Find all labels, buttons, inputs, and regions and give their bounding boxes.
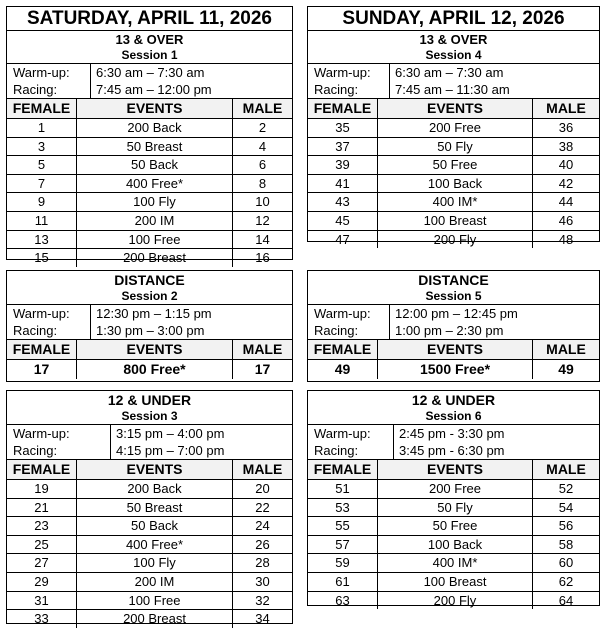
event-name: 100 Free: [77, 231, 233, 249]
male-event-number: 52: [558, 481, 574, 496]
racing-label: Racing:: [308, 322, 390, 339]
female-event-number: 35: [308, 119, 378, 137]
event-name: 100 Fly: [77, 193, 233, 211]
event-name: 50 Breast: [77, 499, 233, 517]
event-name: 50 Fly: [378, 499, 533, 517]
sunday-title: SUNDAY, APRIL 12, 2026: [307, 6, 600, 30]
session-3-group: 12 & UNDER: [107, 392, 192, 408]
events-header: EVENTS: [77, 340, 233, 359]
event-name: 200 Free: [378, 480, 533, 498]
female-event-number: 41: [308, 175, 378, 193]
table-row: [7, 212, 292, 231]
session-6-label: Session 6: [425, 409, 482, 423]
event-name: 50 Back: [77, 517, 233, 535]
male-event-number: 64: [558, 592, 574, 608]
session-2-block: [6, 270, 293, 382]
table-row: [7, 499, 292, 518]
table-row: [7, 249, 292, 267]
female-event-number: 21: [7, 499, 77, 517]
female-event-number: 29: [7, 573, 77, 591]
male-event-number: 28: [255, 555, 270, 571]
male-header: MALE: [546, 341, 586, 357]
event-name: 400 IM*: [378, 193, 533, 211]
table-row: [7, 119, 292, 138]
female-event-number: 59: [308, 554, 378, 572]
male-event-number: 36: [558, 120, 574, 135]
male-header: MALE: [242, 341, 283, 357]
event-name: 50 Back: [77, 156, 233, 174]
event-name: 50 Free: [378, 517, 533, 535]
female-event-number: 9: [7, 193, 77, 211]
events-header: EVENTS: [378, 460, 533, 479]
event-name: 200 IM: [77, 573, 233, 591]
event-name: 200 IM: [77, 212, 233, 230]
table-row: [308, 138, 599, 157]
female-event-number: 7: [7, 175, 77, 193]
table-row: [308, 119, 599, 138]
male-event-number: 8: [258, 175, 267, 191]
session-1-block: [6, 30, 293, 266]
session-4-block: [307, 30, 600, 247]
session-1-label: Session 1: [121, 48, 178, 62]
female-event-number: 63: [308, 592, 378, 610]
session-2-rows: [7, 360, 292, 379]
session-3-block: [6, 390, 293, 627]
female-event-number: 1: [7, 119, 77, 137]
saturday-column: [6, 6, 293, 627]
male-event-number: 38: [558, 138, 574, 154]
table-row: [7, 193, 292, 212]
female-event-number: 5: [7, 156, 77, 174]
session-5-timing: [308, 304, 599, 339]
table-row: [308, 480, 599, 499]
female-event-number: 11: [7, 212, 77, 230]
event-name: 50 Free: [378, 156, 533, 174]
session-1-table-header: [7, 98, 292, 119]
event-name: 1500 Free*: [378, 360, 533, 379]
male-header: MALE: [546, 100, 586, 116]
session-5-warmup: 12:00 pm – 12:45 pm: [395, 306, 518, 321]
table-row: [7, 138, 292, 157]
event-name: 100 Breast: [378, 573, 533, 591]
warmup-label: Warm-up:: [7, 425, 111, 442]
table-row: [7, 610, 292, 628]
female-header: FEMALE: [308, 340, 378, 359]
table-row: [308, 499, 599, 518]
session-2-label: Session 2: [121, 289, 178, 303]
female-event-number: 61: [308, 573, 378, 591]
male-event-number: 6: [258, 157, 267, 173]
table-row: [7, 554, 292, 573]
male-event-number: 24: [255, 518, 270, 534]
table-row: [7, 480, 292, 499]
female-event-number: 45: [308, 212, 378, 230]
saturday-title: SATURDAY, APRIL 11, 2026: [6, 6, 293, 30]
session-3-racing: 4:15 pm – 7:00 pm: [116, 443, 225, 458]
session-4-racing: 7:45 am – 11:30 am: [395, 82, 510, 97]
table-row: [7, 536, 292, 555]
session-2-group: DISTANCE: [114, 272, 185, 288]
female-event-number: 53: [308, 499, 378, 517]
session-6-rows: [308, 480, 599, 609]
male-event-number: 42: [558, 175, 574, 191]
male-event-number: 49: [558, 361, 574, 377]
female-event-number: 55: [308, 517, 378, 535]
table-row: [7, 360, 292, 379]
table-row: [7, 231, 292, 250]
table-row: [7, 175, 292, 194]
male-event-number: 62: [558, 573, 574, 589]
session-5-block: [307, 270, 600, 382]
event-name: 200 Back: [77, 119, 233, 137]
racing-label: Racing:: [308, 81, 390, 98]
session-5-table-header: [308, 339, 599, 360]
female-event-number: 17: [7, 360, 77, 379]
session-6-block: [307, 390, 600, 606]
warmup-label: Warm-up:: [308, 305, 390, 322]
racing-label: Racing:: [308, 442, 394, 459]
female-event-number: 57: [308, 536, 378, 554]
table-row: [308, 536, 599, 555]
female-header: FEMALE: [308, 460, 378, 479]
male-event-number: 58: [558, 536, 574, 552]
female-event-number: 49: [308, 360, 378, 379]
male-event-number: 10: [255, 194, 270, 210]
event-name: 800 Free*: [77, 360, 233, 379]
session-5-rows: [308, 360, 599, 379]
event-name: 200 Fly: [378, 231, 533, 249]
event-name: 100 Back: [378, 536, 533, 554]
racing-label: Racing:: [7, 442, 111, 459]
session-4-warmup: 6:30 am – 7:30 am: [395, 65, 504, 80]
male-event-number: 20: [255, 481, 270, 496]
female-event-number: 51: [308, 480, 378, 498]
event-name: 200 Breast: [77, 610, 233, 628]
male-event-number: 34: [255, 611, 270, 627]
events-header: EVENTS: [77, 99, 233, 118]
session-6-group: 12 & UNDER: [411, 392, 496, 408]
session-5-group: DISTANCE: [418, 272, 489, 288]
female-event-number: 3: [7, 138, 77, 156]
male-event-number: 4: [258, 138, 267, 154]
event-name: 400 Free*: [77, 536, 233, 554]
male-header: MALE: [546, 461, 586, 477]
session-2-warmup: 12:30 pm – 1:15 pm: [96, 306, 212, 321]
male-event-number: 54: [558, 499, 574, 515]
event-name: 100 Breast: [378, 212, 533, 230]
female-event-number: 27: [7, 554, 77, 572]
session-3-timing: [7, 424, 292, 459]
female-event-number: 13: [7, 231, 77, 249]
warmup-label: Warm-up:: [308, 64, 390, 81]
table-row: [7, 517, 292, 536]
male-event-number: 56: [558, 518, 574, 534]
table-row: [7, 156, 292, 175]
female-event-number: 15: [7, 249, 77, 267]
female-event-number: 37: [308, 138, 378, 156]
female-event-number: 31: [7, 592, 77, 610]
table-row: [308, 175, 599, 194]
event-name: 50 Fly: [378, 138, 533, 156]
event-name: 200 Back: [77, 480, 233, 498]
session-4-table-header: [308, 98, 599, 119]
session-1-timing: [7, 63, 292, 98]
event-name: 400 Free*: [77, 175, 233, 193]
table-row: [308, 231, 599, 249]
session-3-table-header: [7, 459, 292, 480]
male-event-number: 44: [558, 194, 574, 210]
session-2-racing: 1:30 pm – 3:00 pm: [96, 323, 205, 338]
events-header: EVENTS: [378, 99, 533, 118]
female-event-number: 33: [7, 610, 77, 628]
session-1-rows: [7, 119, 292, 267]
event-name: 50 Breast: [77, 138, 233, 156]
male-event-number: 46: [558, 212, 574, 228]
event-name: 200 Breast: [77, 249, 233, 267]
female-event-number: 39: [308, 156, 378, 174]
table-row: [7, 592, 292, 611]
male-header: MALE: [242, 461, 283, 477]
female-event-number: 19: [7, 480, 77, 498]
racing-label: Racing:: [7, 81, 91, 98]
session-6-timing: [308, 424, 599, 459]
warmup-label: Warm-up:: [308, 425, 394, 442]
session-5-label: Session 5: [425, 289, 482, 303]
session-1-racing: 7:45 am – 12:00 pm: [96, 82, 212, 97]
session-1-warmup: 6:30 am – 7:30 am: [96, 65, 205, 80]
male-event-number: 30: [255, 573, 270, 589]
male-event-number: 14: [255, 231, 270, 247]
male-header: MALE: [242, 100, 283, 116]
male-event-number: 16: [255, 250, 270, 266]
event-name: 200 Free: [378, 119, 533, 137]
event-name: 100 Free: [77, 592, 233, 610]
event-name: 100 Back: [378, 175, 533, 193]
male-event-number: 12: [255, 212, 270, 228]
table-row: [308, 360, 599, 379]
male-event-number: 2: [258, 120, 267, 135]
session-4-timing: [308, 63, 599, 98]
table-row: [7, 573, 292, 592]
session-6-racing: 3:45 pm - 6:30 pm: [399, 443, 505, 458]
session-2-timing: [7, 304, 292, 339]
event-name: 200 Fly: [378, 592, 533, 610]
event-name: 100 Fly: [77, 554, 233, 572]
session-4-group: 13 & OVER: [419, 32, 488, 47]
session-6-table-header: [308, 459, 599, 480]
female-header: FEMALE: [7, 340, 77, 359]
male-event-number: 22: [255, 499, 270, 515]
male-event-number: 40: [558, 157, 574, 173]
warmup-label: Warm-up:: [7, 305, 91, 322]
table-row: [308, 212, 599, 231]
table-row: [308, 573, 599, 592]
female-event-number: 47: [308, 231, 378, 249]
male-event-number: 26: [255, 536, 270, 552]
racing-label: Racing:: [7, 322, 91, 339]
session-1-group: 13 & OVER: [115, 32, 184, 47]
session-3-label: Session 3: [121, 409, 178, 423]
event-name: 400 IM*: [378, 554, 533, 572]
session-4-rows: [308, 119, 599, 248]
warmup-label: Warm-up:: [7, 64, 91, 81]
male-event-number: 17: [254, 361, 271, 377]
female-event-number: 25: [7, 536, 77, 554]
female-header: FEMALE: [7, 460, 77, 479]
male-event-number: 32: [255, 592, 270, 608]
events-header: EVENTS: [378, 340, 533, 359]
session-2-table-header: [7, 339, 292, 360]
table-row: [308, 592, 599, 610]
female-event-number: 43: [308, 193, 378, 211]
session-3-warmup: 3:15 pm – 4:00 pm: [116, 426, 225, 441]
female-header: FEMALE: [7, 99, 77, 118]
female-event-number: 23: [7, 517, 77, 535]
events-header: EVENTS: [77, 460, 233, 479]
session-4-label: Session 4: [425, 48, 482, 62]
session-5-racing: 1:00 pm – 2:30 pm: [395, 323, 504, 338]
session-3-rows: [7, 480, 292, 628]
table-row: [308, 517, 599, 536]
female-header: FEMALE: [308, 99, 378, 118]
session-6-warmup: 2:45 pm - 3:30 pm: [399, 426, 505, 441]
male-event-number: 48: [558, 231, 574, 247]
table-row: [308, 193, 599, 212]
table-row: [308, 156, 599, 175]
sunday-column: [307, 6, 600, 606]
table-row: [308, 554, 599, 573]
male-event-number: 60: [558, 555, 574, 571]
